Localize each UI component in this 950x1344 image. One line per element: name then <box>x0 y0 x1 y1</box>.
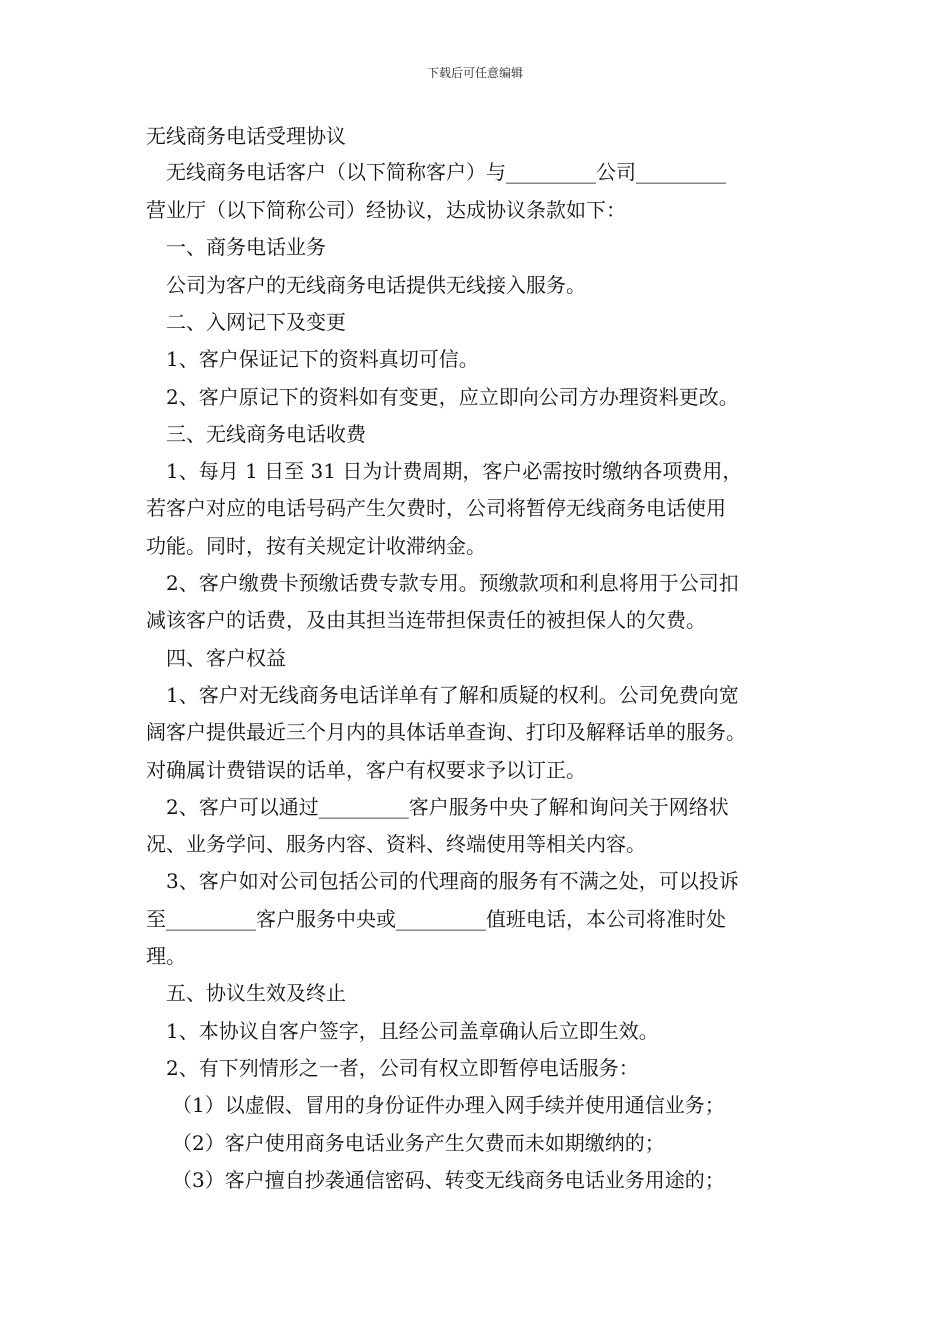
paragraph-line: 1、客户保证记下的资料真切可信。 <box>166 347 479 371</box>
paragraph-line: 公司为客户的无线商务电话提供无线接入服务。 <box>166 273 586 297</box>
paragraph-line: 若客户对应的电话号码产生欠费时，公司将暂停无线商务电话使用 <box>146 496 726 520</box>
paragraph-line: （1）以虚假、冒用的身份证件办理入网手续并使用通信业务； <box>172 1093 725 1117</box>
paragraph-line: 3、客户如对公司包括公司的代理商的服务有不满之处，可以投诉 <box>166 869 739 893</box>
paragraph-line: 至_________客户服务中央或_________值班电话，本公司将准时处 <box>146 907 726 931</box>
section-heading: 五、协议生效及终止 <box>166 981 346 1005</box>
paragraph-line: 2、客户缴费卡预缴话费专款专用。预缴款项和利息将用于公司扣 <box>166 571 739 595</box>
document-title: 无线商务电话受理协议 <box>146 124 346 148</box>
paragraph-line: （2）客户使用商务电话业务产生欠费而未如期缴纳的； <box>172 1131 665 1155</box>
paragraph-line: 2、客户可以通过_________客户服务中央了解和询问关于网络状 <box>166 795 729 819</box>
paragraph-line: 无线商务电话客户（以下简称客户）与_________公司_________ <box>166 160 726 184</box>
paragraph-line: 减该客户的话费，及由其担当连带担保责任的被担保人的欠费。 <box>146 608 706 632</box>
section-heading: 二、入网记下及变更 <box>166 310 346 334</box>
paragraph-line: 2、客户原记下的资料如有变更，应立即向公司方办理资料更改。 <box>166 385 739 409</box>
paragraph-line: 1、本协议自客户签字，且经公司盖章确认后立即生效。 <box>166 1019 659 1043</box>
paragraph-line: （3）客户擅自抄袭通信密码、转变无线商务电话业务用途的； <box>172 1168 725 1192</box>
section-heading: 一、商务电话业务 <box>166 235 326 259</box>
paragraph-line: 营业厅（以下简称公司）经协议，达成协议条款如下： <box>146 198 626 222</box>
page-header: 下载后可任意编辑 <box>426 66 523 80</box>
paragraph-line: 况、业务学问、服务内容、资料、终端使用等相关内容。 <box>146 832 646 856</box>
paragraph-line: 功能。同时，按有关规定计收滞纳金。 <box>146 534 486 558</box>
section-heading: 四、客户权益 <box>166 646 286 670</box>
paragraph-line: 1、每月 1 日至 31 日为计费周期，客户必需按时缴纳各项费用， <box>166 459 743 483</box>
paragraph-line: 阔客户提供最近三个月内的具体话单查询、打印及解释话单的服务。 <box>146 720 746 744</box>
paragraph-line: 1、客户对无线商务电话详单有了解和质疑的权利。公司免费向宽 <box>166 683 739 707</box>
paragraph-line: 对确属计费错误的话单，客户有权要求予以订正。 <box>146 758 586 782</box>
paragraph-line: 2、有下列情形之一者，公司有权立即暂停电话服务： <box>166 1056 639 1080</box>
section-heading: 三、无线商务电话收费 <box>166 422 366 446</box>
paragraph-line: 理。 <box>146 944 186 968</box>
